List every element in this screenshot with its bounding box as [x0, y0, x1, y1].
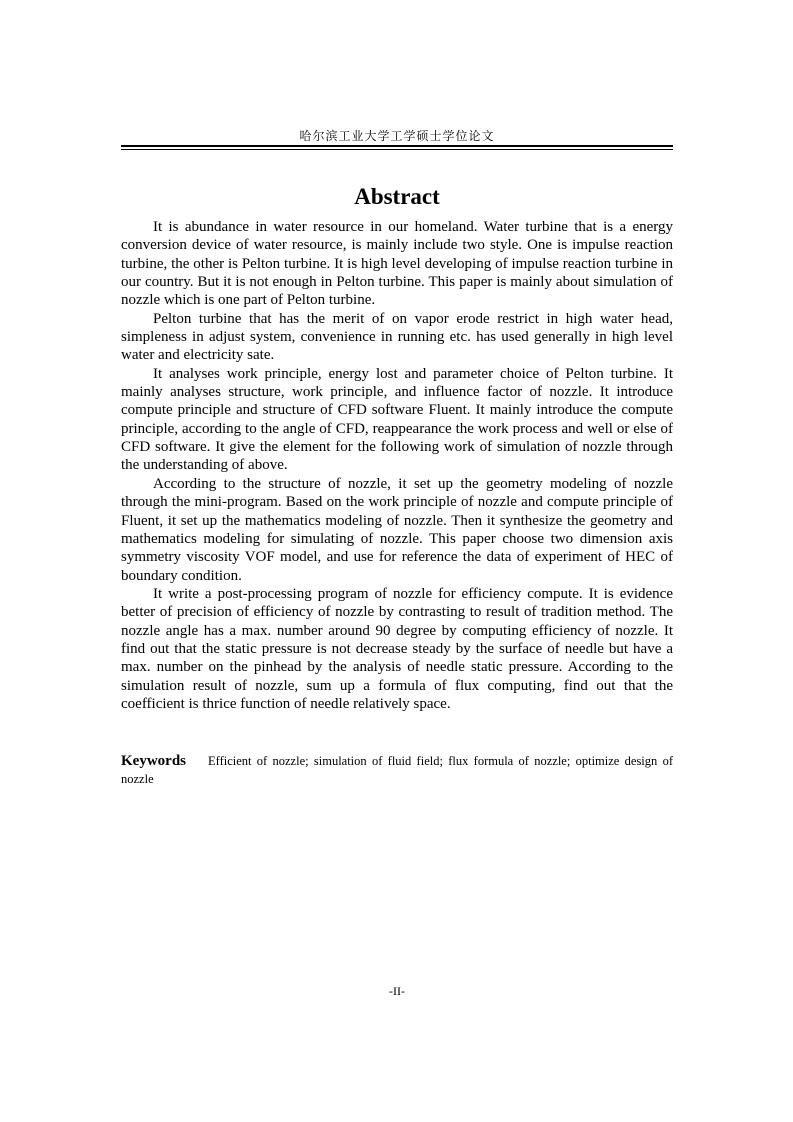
abstract-paragraph-5: It write a post-processing program of nozzle for efficiency compute. It is evidence better of precision of efficiency of nozzle by contrasting to result of tradition method. The nozzle angle has a max. number around 90 degree by computing efficiency of nozzle. It find out that the static pressure is not decrease steady by the surface of needle but have a max. number on the pinhead by the analysis of needle static pressure. According to the simulation result of nozzle, sum up a formula of flux computing, find out that the coefficient is thrice function of needle relatively space. — [121, 585, 673, 712]
page-number: -II- — [389, 984, 405, 998]
keywords-block — [121, 752, 673, 788]
header-rule-thick — [121, 145, 673, 147]
running-header: 哈尔滨工业大学工学硕士学位论文 — [299, 129, 495, 143]
keywords-label: Keywords — [121, 753, 186, 769]
abstract-paragraph-2: Pelton turbine that has the merit of on vapor erode restrict in high water head, simpleness in adjust system, convenience in running etc. has used generally in high level water and electricity sate. — [121, 310, 673, 364]
keywords-text: Efficient of nozzle; simulation of fluid field; flux formula of nozzle; optimize design of nozzle — [121, 754, 673, 786]
abstract-body — [121, 218, 673, 713]
abstract-paragraph-4: According to the structure of nozzle, it set up the geometry modeling of nozzle through the mini-program. Based on the work principle of nozzle and compute principle of Fluent, it set up the mathematics modeling of nozzle. Then it synthesize the geometry and mathematics modeling for simulating of nozzle. This paper choose two dimension axis symmetry viscosity VOF model, and use for reference the data of experiment of HEC of boundary condition. — [121, 475, 673, 584]
page-title: Abstract — [354, 184, 440, 209]
header-rule-thin — [121, 149, 673, 150]
abstract-paragraph-3: It analyses work principle, energy lost and parameter choice of Pelton turbine. It mainly analyses structure, work principle, and influence factor of nozzle. It introduce compute principle and structure of CFD software Fluent. It mainly introduce the compute principle, according to the angle of CFD, reappearance the work process and well or else of CFD software. It give the element for the following work of simulation of nozzle through the understanding of above. — [121, 365, 673, 474]
abstract-paragraph-1: It is abundance in water resource in our homeland. Water turbine that is a energy conversion device of water resource, is mainly include two style. One is impulse reaction turbine, the other is Pelton turbine. It is high level developing of impulse reaction turbine in our country. But it is not enough in Pelton turbine. This paper is mainly about simulation of nozzle which is one part of Pelton turbine. — [121, 219, 673, 309]
